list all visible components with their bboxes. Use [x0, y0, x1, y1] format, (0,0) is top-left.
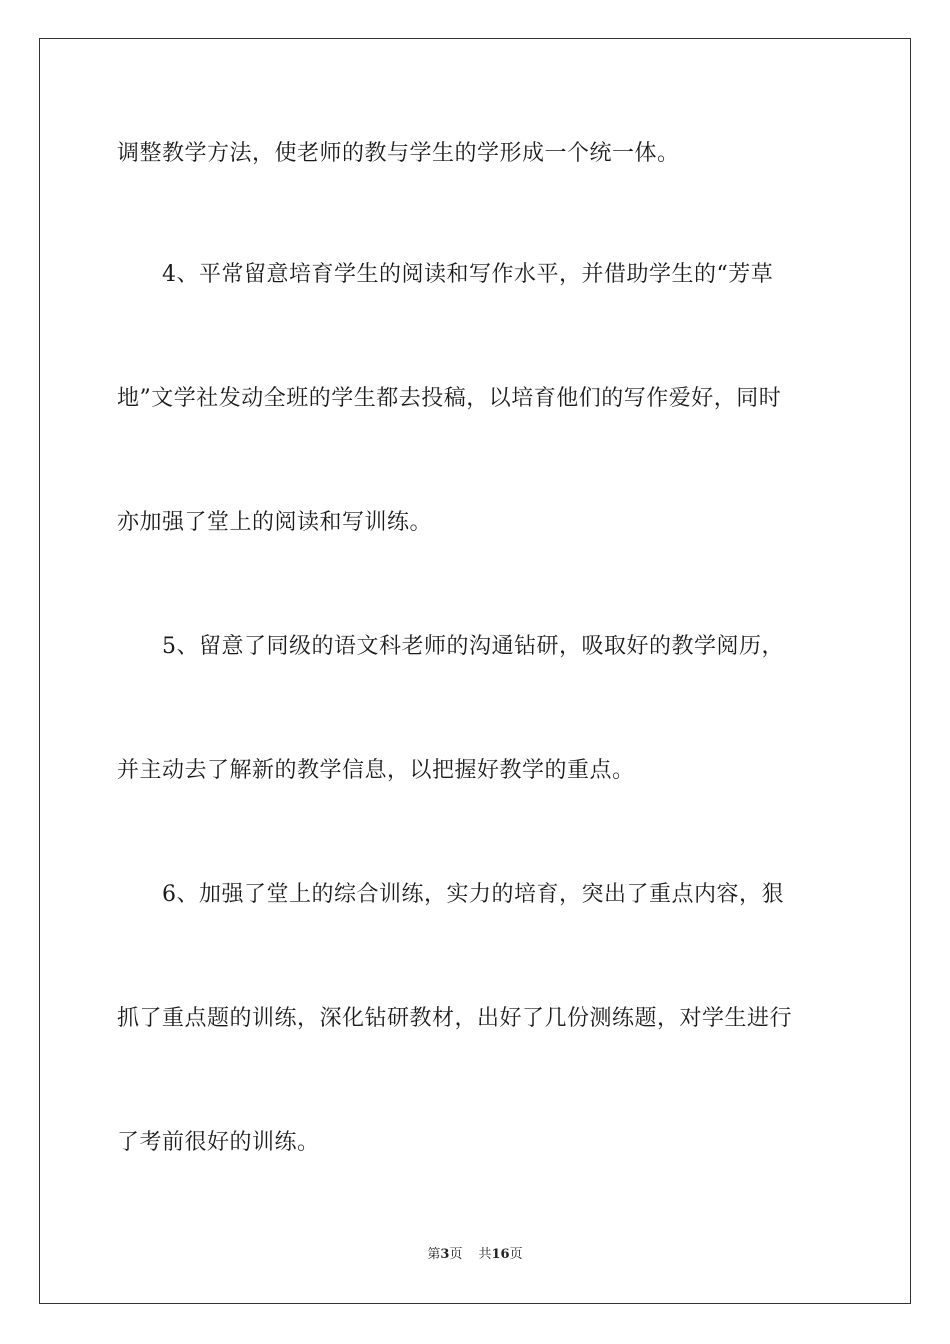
text-line-7: 6、加强了堂上的综合训练，实力的培育，突出了重点内容，狠 [162, 882, 784, 907]
total-prefix: 共 [478, 1247, 492, 1262]
text-line-2: 4、平常留意培育学生的阅读和写作水平，并借助学生的“芳草 [162, 262, 774, 287]
text-line-6: 并主动去了解新的教学信息，以把握好教学的重点。 [117, 758, 635, 783]
page-number: 3 [440, 1247, 450, 1262]
text-line-9: 了考前很好的训练。 [117, 1130, 320, 1155]
total-pages: 16 [491, 1247, 510, 1262]
page-prefix: 第 [427, 1247, 441, 1262]
text-line-8: 抓了重点题的训练，深化钻研教材，出好了几份测练题，对学生进行 [117, 1006, 793, 1031]
text-line-3: 地”文学社发动全班的学生都去投稿，以培育他们的写作爱好，同时 [117, 386, 782, 411]
page-suffix: 页 [449, 1247, 463, 1262]
text-line-1: 调整教学方法，使老师的教与学生的学形成一个统一体。 [117, 141, 680, 166]
page-footer [0, 1246, 950, 1264]
total-suffix: 页 [509, 1247, 523, 1262]
text-line-4: 亦加强了堂上的阅读和写训练。 [117, 510, 433, 535]
page-border [39, 38, 911, 1304]
text-line-5: 5、留意了同级的语文科老师的沟通钻研，吸取好的教学阅历， [162, 634, 784, 659]
